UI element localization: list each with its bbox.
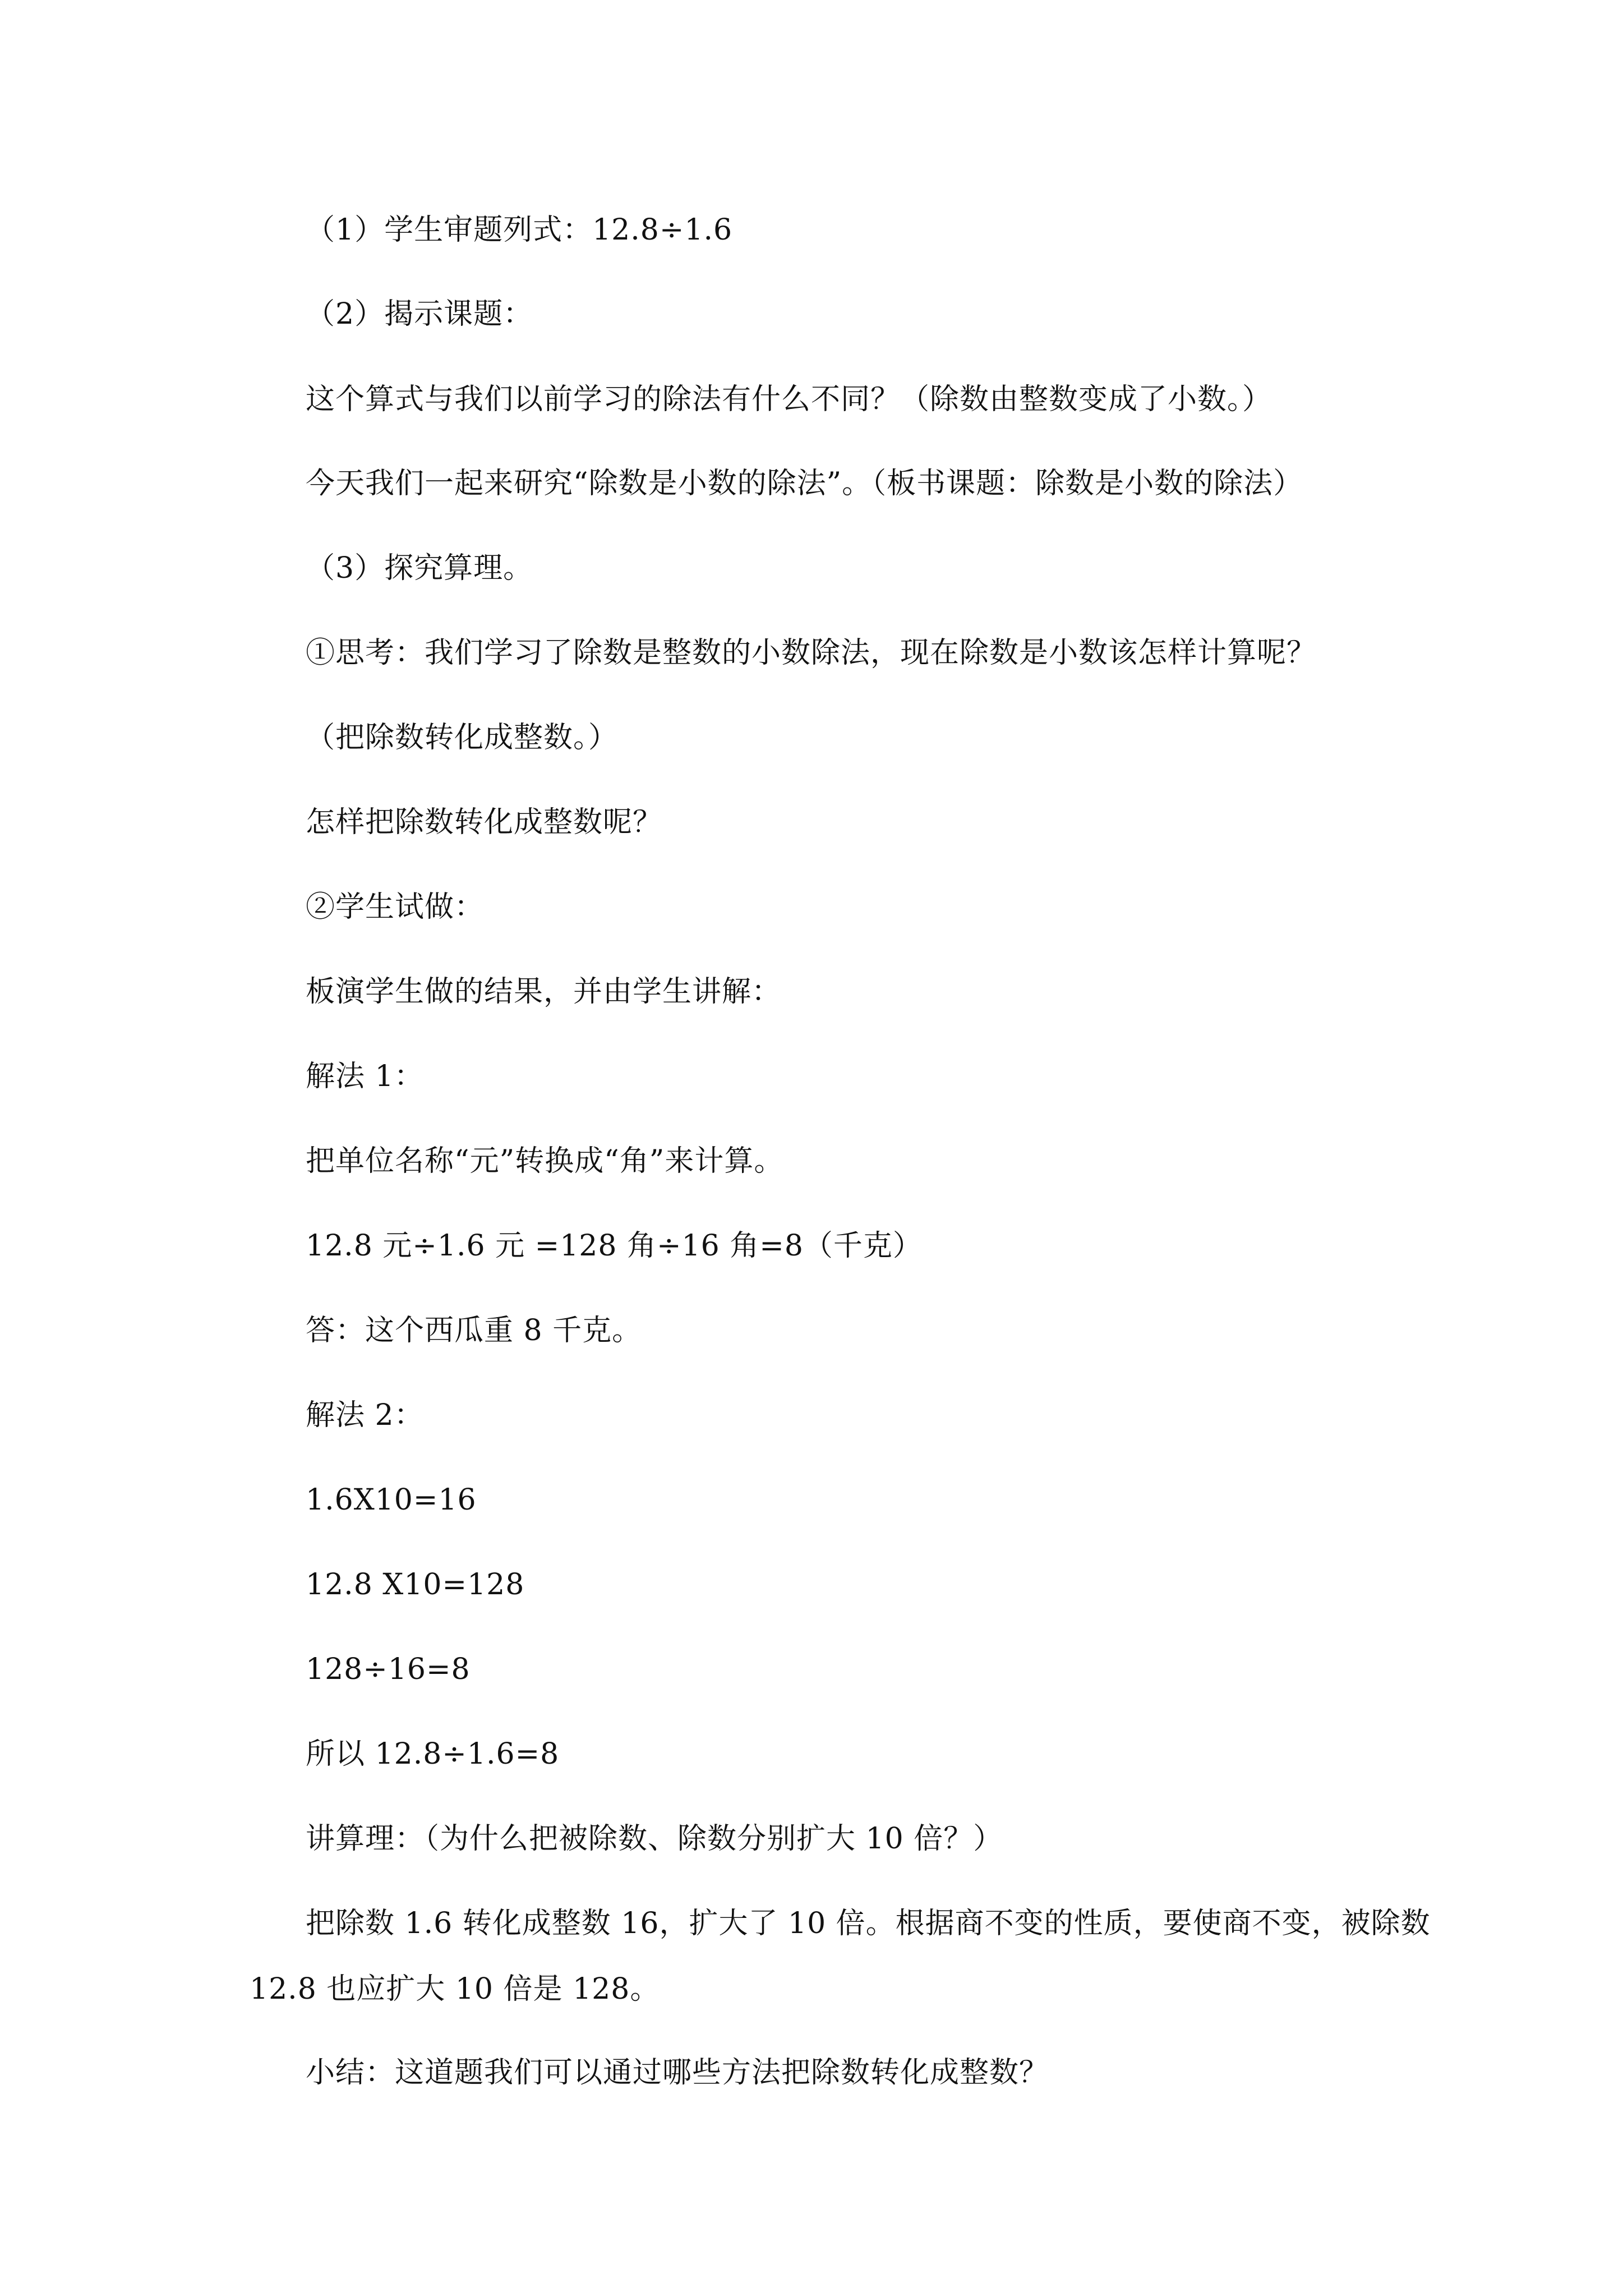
principle-text-line-2: 12.8 也应扩大 10 倍是 128。 [250, 1972, 660, 2006]
principle-text-line-1: 把除数 1.6 转化成整数 16，扩大了 10 倍。根据商不变的性质，要使商不变，被除数 [306, 1907, 1431, 1940]
method-2-step-2: 12.8 X10=128 [306, 1568, 525, 1602]
method-1-description: 把单位名称“元”转换成“角”来计算。 [306, 1144, 784, 1178]
method-2-heading: 解法 2： [306, 1398, 424, 1432]
think-answer: （把除数转化成整数。） [306, 721, 619, 754]
summary-question: 小结：这道题我们可以通过哪些方法把除数转化成整数？ [306, 2056, 1049, 2090]
step-1-formula: （1）学生审题列式：12.8÷1.6 [306, 213, 733, 247]
how-question: 怎样把除数转化成整数呢？ [306, 806, 663, 839]
step-2-heading: （2）揭示课题： [306, 297, 533, 331]
board-demo: 板演学生做的结果，并由学生讲解： [306, 975, 782, 1009]
step-3-heading: （3）探究算理。 [306, 551, 533, 585]
method-2-conclusion: 所以 12.8÷1.6=8 [306, 1737, 560, 1771]
explain-principle: 讲算理：（为什么把被除数、除数分别扩大 10 倍？） [306, 1822, 1003, 1856]
method-1-heading: 解法 1： [306, 1060, 424, 1093]
question-difference: 这个算式与我们以前学习的除法有什么不同？（除数由整数变成了小数。） [306, 383, 1272, 416]
lesson-topic: 今天我们一起来研究“除数是小数的除法”。（板书课题：除数是小数的除法） [306, 467, 1303, 500]
method-1-answer: 答：这个西瓜重 8 千克。 [306, 1314, 642, 1347]
think-question: ①思考：我们学习了除数是整数的小数除法，现在除数是小数该怎样计算呢？ [306, 636, 1317, 670]
method-2-step-1: 1.6X10=16 [306, 1483, 477, 1517]
method-2-step-3: 128÷16=8 [306, 1653, 471, 1686]
method-1-formula: 12.8 元÷1.6 元 =128 角÷16 角=8（千克） [306, 1229, 923, 1263]
student-try: ②学生试做： [306, 890, 485, 924]
